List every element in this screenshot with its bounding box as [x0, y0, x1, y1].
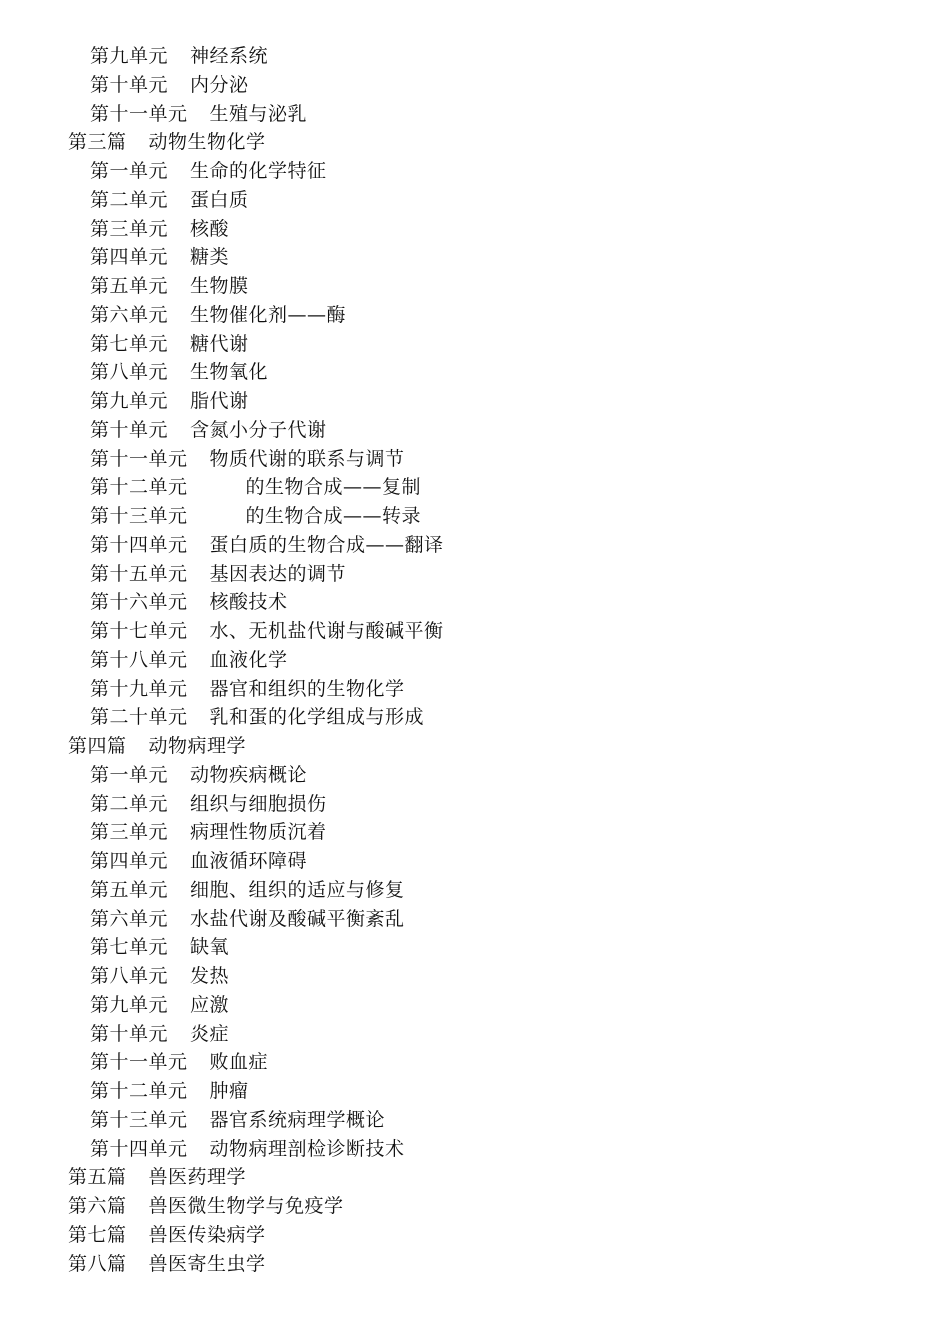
- toc-unit-item: [0, 272, 950, 301]
- toc-entry-title: 动物生物化学: [148, 131, 266, 154]
- toc-entry-title: 水盐代谢及酸碱平衡紊乱: [190, 907, 405, 930]
- toc-entry-number: 第六篇: [68, 1195, 127, 1217]
- toc-entry-title: 水、无机盐代谢与酸碱平衡: [209, 620, 444, 642]
- toc-entry-number: 第九单元: [90, 993, 169, 1016]
- toc-unit-item: [0, 876, 950, 905]
- toc-entry-number: 第十七单元: [90, 620, 188, 642]
- toc-unit-item: [0, 330, 950, 359]
- toc-entry-title: 乳和蛋的化学组成与形成: [209, 706, 425, 729]
- toc-entry-title: 生物氧化: [190, 361, 269, 384]
- toc-unit-item: [0, 646, 950, 675]
- toc-entry-number: 第十二单元: [90, 1080, 188, 1102]
- toc-entry-title: 生物膜: [190, 275, 249, 297]
- toc-unit-item: [0, 186, 950, 215]
- toc-entry-title: 核酸技术: [209, 591, 288, 614]
- toc-unit-item: [0, 445, 950, 474]
- toc-unit-item: [0, 531, 950, 560]
- toc-entry-number: 第五单元: [90, 275, 169, 297]
- toc-unit-item: [0, 416, 950, 445]
- toc-unit-item: [0, 617, 950, 646]
- toc-unit-item: [0, 703, 950, 732]
- toc-entry-title: 蛋白质: [190, 188, 249, 211]
- toc-unit-item: [0, 301, 950, 330]
- toc-entry-title: 炎症: [190, 1022, 230, 1045]
- toc-entry-title: 组织与细胞损伤: [190, 792, 327, 815]
- toc-unit-item: [0, 761, 950, 790]
- toc-unit-item: [0, 473, 950, 502]
- toc-entry-number: 第三单元: [90, 217, 169, 240]
- toc-entry-title: 脂代谢: [190, 390, 249, 412]
- toc-entry-number: 第五单元: [90, 878, 169, 901]
- toc-entry-title: 物质代谢的联系与调节: [209, 447, 405, 470]
- toc-entry-title: 动物病理学: [148, 735, 247, 757]
- toc-unit-item: [0, 560, 950, 589]
- toc-entry-title: 病理性物质沉着: [190, 821, 327, 844]
- toc-entry-title: 败血症: [209, 1051, 269, 1074]
- toc-entry-title: 肿瘤: [209, 1080, 249, 1102]
- toc-entry-number: 第四单元: [90, 850, 169, 872]
- toc-entry-title: 发热: [190, 965, 230, 987]
- toc-entry-title: 器官和组织的生物化学: [209, 677, 405, 700]
- toc-entry-number: 第十一单元: [90, 447, 188, 470]
- toc-unit-item: [0, 790, 950, 819]
- toc-entry-number: 第二单元: [90, 188, 169, 211]
- toc-unit-item: [0, 100, 950, 129]
- toc-unit-item: [0, 588, 950, 617]
- toc-entry-number: 第五篇: [68, 1166, 127, 1189]
- toc-part-heading: [0, 128, 950, 157]
- toc-entry-title: 的生物合成——转录: [245, 505, 422, 527]
- toc-entry-number: 第四篇: [68, 735, 127, 757]
- toc-unit-item: [0, 1048, 950, 1077]
- toc-entry-title: 神经系统: [190, 45, 269, 67]
- toc-part-heading: [0, 732, 950, 761]
- toc-entry-number: 第七篇: [68, 1223, 127, 1246]
- toc-unit-item: [0, 675, 950, 704]
- toc-entry-title: 血液循环障碍: [190, 850, 308, 872]
- toc-entry-number: 第九单元: [90, 390, 169, 412]
- toc-unit-item: [0, 1077, 950, 1106]
- toc-entry-title: 动物病理剖检诊断技术: [209, 1137, 405, 1160]
- toc-unit-item: [0, 71, 950, 100]
- toc-entry-title: 兽医微生物学与免疫学: [148, 1195, 344, 1217]
- toc-entry-number: 第七单元: [90, 332, 169, 355]
- toc-entry-title: 基因表达的调节: [209, 562, 347, 585]
- toc-unit-item: [0, 1106, 950, 1135]
- toc-unit-item: [0, 933, 950, 962]
- toc-entry-title: 兽医药理学: [148, 1166, 247, 1189]
- toc-entry-number: 第十单元: [90, 418, 169, 441]
- toc-entry-number: 第十九单元: [90, 677, 188, 700]
- toc-entry-number: 第二十单元: [90, 706, 188, 729]
- toc-entry-number: 第七单元: [90, 936, 169, 959]
- toc-entry-number: 第四单元: [90, 246, 169, 269]
- toc-entry-number: 第十一单元: [90, 102, 188, 125]
- toc-entry-number: 第十单元: [90, 73, 169, 96]
- toc-unit-item: [0, 905, 950, 934]
- toc-unit-item: [0, 962, 950, 991]
- toc-part-heading: [0, 1163, 950, 1192]
- toc-entry-number: 第十八单元: [90, 648, 188, 671]
- toc-entry-number: 第十单元: [90, 1022, 169, 1045]
- toc-entry-number: 第十三单元: [90, 505, 188, 527]
- toc-entry-title: 血液化学: [209, 648, 288, 671]
- toc-entry-title: 糖类: [190, 246, 230, 269]
- toc-unit-item: [0, 818, 950, 847]
- toc-entry-title: 蛋白质的生物合成——翻译: [209, 533, 444, 556]
- toc-unit-item: [0, 42, 950, 71]
- toc-entry-number: 第十六单元: [90, 591, 188, 614]
- toc-entry-title: 细胞、组织的适应与修复: [190, 878, 405, 901]
- toc-unit-item: [0, 157, 950, 186]
- toc-entry-title: 生命的化学特征: [190, 160, 327, 182]
- toc-entry-title: 应激: [190, 993, 230, 1016]
- toc-entry-number: 第三单元: [90, 821, 169, 844]
- toc-entry-title: 兽医传染病学: [148, 1223, 266, 1246]
- toc-entry-number: 第九单元: [90, 45, 169, 67]
- toc-part-heading: [0, 1250, 950, 1279]
- toc-page: [0, 42, 950, 1278]
- toc-entry-number: 第八单元: [90, 965, 169, 987]
- toc-entry-title: 核酸: [190, 217, 230, 240]
- toc-entry-number: 第十四单元: [90, 533, 188, 556]
- toc-part-heading: [0, 1221, 950, 1250]
- toc-entry-title: 糖代谢: [190, 332, 249, 355]
- toc-entry-number: 第二单元: [90, 792, 169, 815]
- toc-unit-item: [0, 991, 950, 1020]
- toc-entry-number: 第十一单元: [90, 1051, 188, 1074]
- toc-entry-title: 器官系统病理学概论: [209, 1108, 386, 1131]
- toc-unit-item: [0, 243, 950, 272]
- toc-part-heading: [0, 1192, 950, 1221]
- toc-unit-item: [0, 502, 950, 531]
- toc-entry-number: 第六单元: [90, 303, 169, 326]
- toc-entry-title: 生物催化剂——酶: [190, 303, 347, 326]
- toc-entry-number: 第十二单元: [90, 476, 188, 499]
- toc-unit-item: [0, 847, 950, 876]
- toc-entry-title: 的生物合成——复制: [245, 476, 422, 499]
- toc-unit-item: [0, 215, 950, 244]
- toc-entry-number: 第三篇: [68, 131, 127, 154]
- toc-unit-item: [0, 358, 950, 387]
- toc-entry-title: 动物疾病概论: [190, 763, 308, 786]
- toc-unit-item: [0, 1020, 950, 1049]
- toc-entry-title: 生殖与泌乳: [209, 102, 308, 125]
- toc-entry-number: 第六单元: [90, 907, 169, 930]
- toc-entry-title: 缺氧: [190, 936, 230, 959]
- toc-entry-title: 含氮小分子代谢: [190, 418, 327, 441]
- toc-entry-number: 第一单元: [90, 763, 169, 786]
- toc-entry-number: 第十三单元: [90, 1108, 188, 1131]
- toc-entry-number: 第一单元: [90, 160, 169, 182]
- toc-entry-title: 内分泌: [190, 73, 249, 96]
- toc-unit-item: [0, 387, 950, 416]
- toc-entry-number: 第十五单元: [90, 562, 188, 585]
- toc-entry-number: 第八单元: [90, 361, 169, 384]
- toc-entry-number: 第十四单元: [90, 1137, 188, 1160]
- toc-entry-number: 第八篇: [68, 1252, 127, 1275]
- toc-entry-title: 兽医寄生虫学: [148, 1252, 266, 1275]
- toc-unit-item: [0, 1135, 950, 1164]
